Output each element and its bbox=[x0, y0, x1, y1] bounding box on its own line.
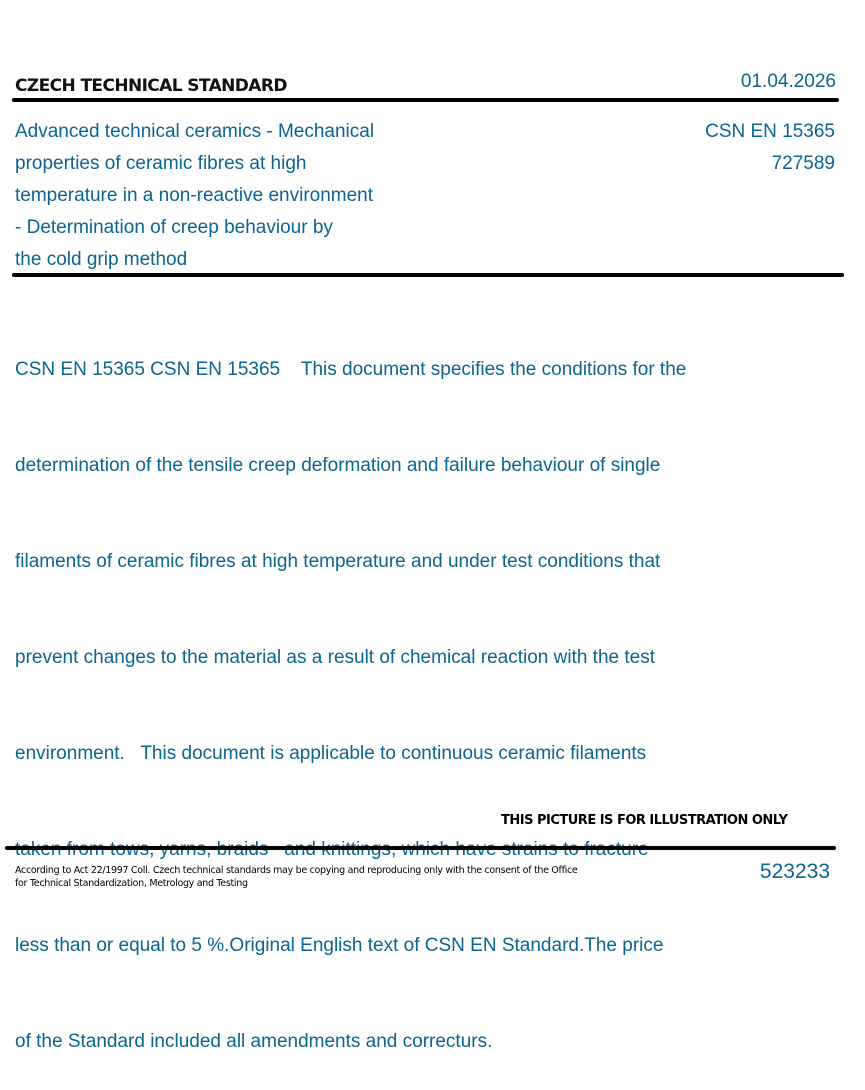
standard-title bbox=[15, 116, 374, 276]
description-line: environment. This document is applicable to continuous ceramic filaments bbox=[15, 743, 647, 764]
legal-notice bbox=[15, 864, 577, 890]
publication-date: 01.04.2026 bbox=[740, 71, 836, 92]
catalog-number: 727589 bbox=[771, 153, 835, 174]
title-line: temperature in a non-reactive environment bbox=[15, 185, 374, 206]
description-line: filaments of ceramic fibres at high temperature and under test conditions that bbox=[15, 551, 661, 572]
footer-divider bbox=[5, 846, 836, 850]
title-line: properties of ceramic fibres at high bbox=[15, 153, 307, 174]
description-line: less than or equal to 5 %.Original English text of CSN EN Standard.The price bbox=[15, 935, 664, 956]
legal-line: According to Act 22/1997 Coll. Czech technical standards may be copying and reproducing only with the consent of the Office bbox=[15, 865, 578, 876]
description-line: CSN EN 15365 CSN EN 15365 This document specifies the conditions for the bbox=[15, 359, 687, 380]
document-type-label: CZECH TECHNICAL STANDARD bbox=[15, 76, 287, 96]
legal-line: for Technical Standardization, Metrology and Testing bbox=[15, 878, 248, 889]
illustration-note: THIS PICTURE IS FOR ILLUSTRATION ONLY bbox=[501, 813, 788, 828]
description-line: prevent changes to the material as a result of chemical reaction with the test bbox=[15, 647, 655, 668]
standard-description bbox=[15, 290, 686, 1090]
title-line: Advanced technical ceramics - Mechanical bbox=[15, 121, 375, 142]
standard-codes bbox=[705, 116, 835, 180]
standard-code: CSN EN 15365 bbox=[705, 121, 835, 142]
title-divider bbox=[12, 273, 844, 277]
document-number: 523233 bbox=[759, 860, 830, 883]
title-line: the cold grip method bbox=[15, 249, 188, 270]
description-line: determination of the tensile creep deformation and failure behaviour of single bbox=[15, 455, 661, 476]
title-line: - Determination of creep behaviour by bbox=[15, 217, 333, 238]
description-line: of the Standard included all amendments and correcturs. bbox=[15, 1031, 493, 1052]
description-line bbox=[15, 834, 686, 866]
header-divider bbox=[12, 98, 839, 102]
